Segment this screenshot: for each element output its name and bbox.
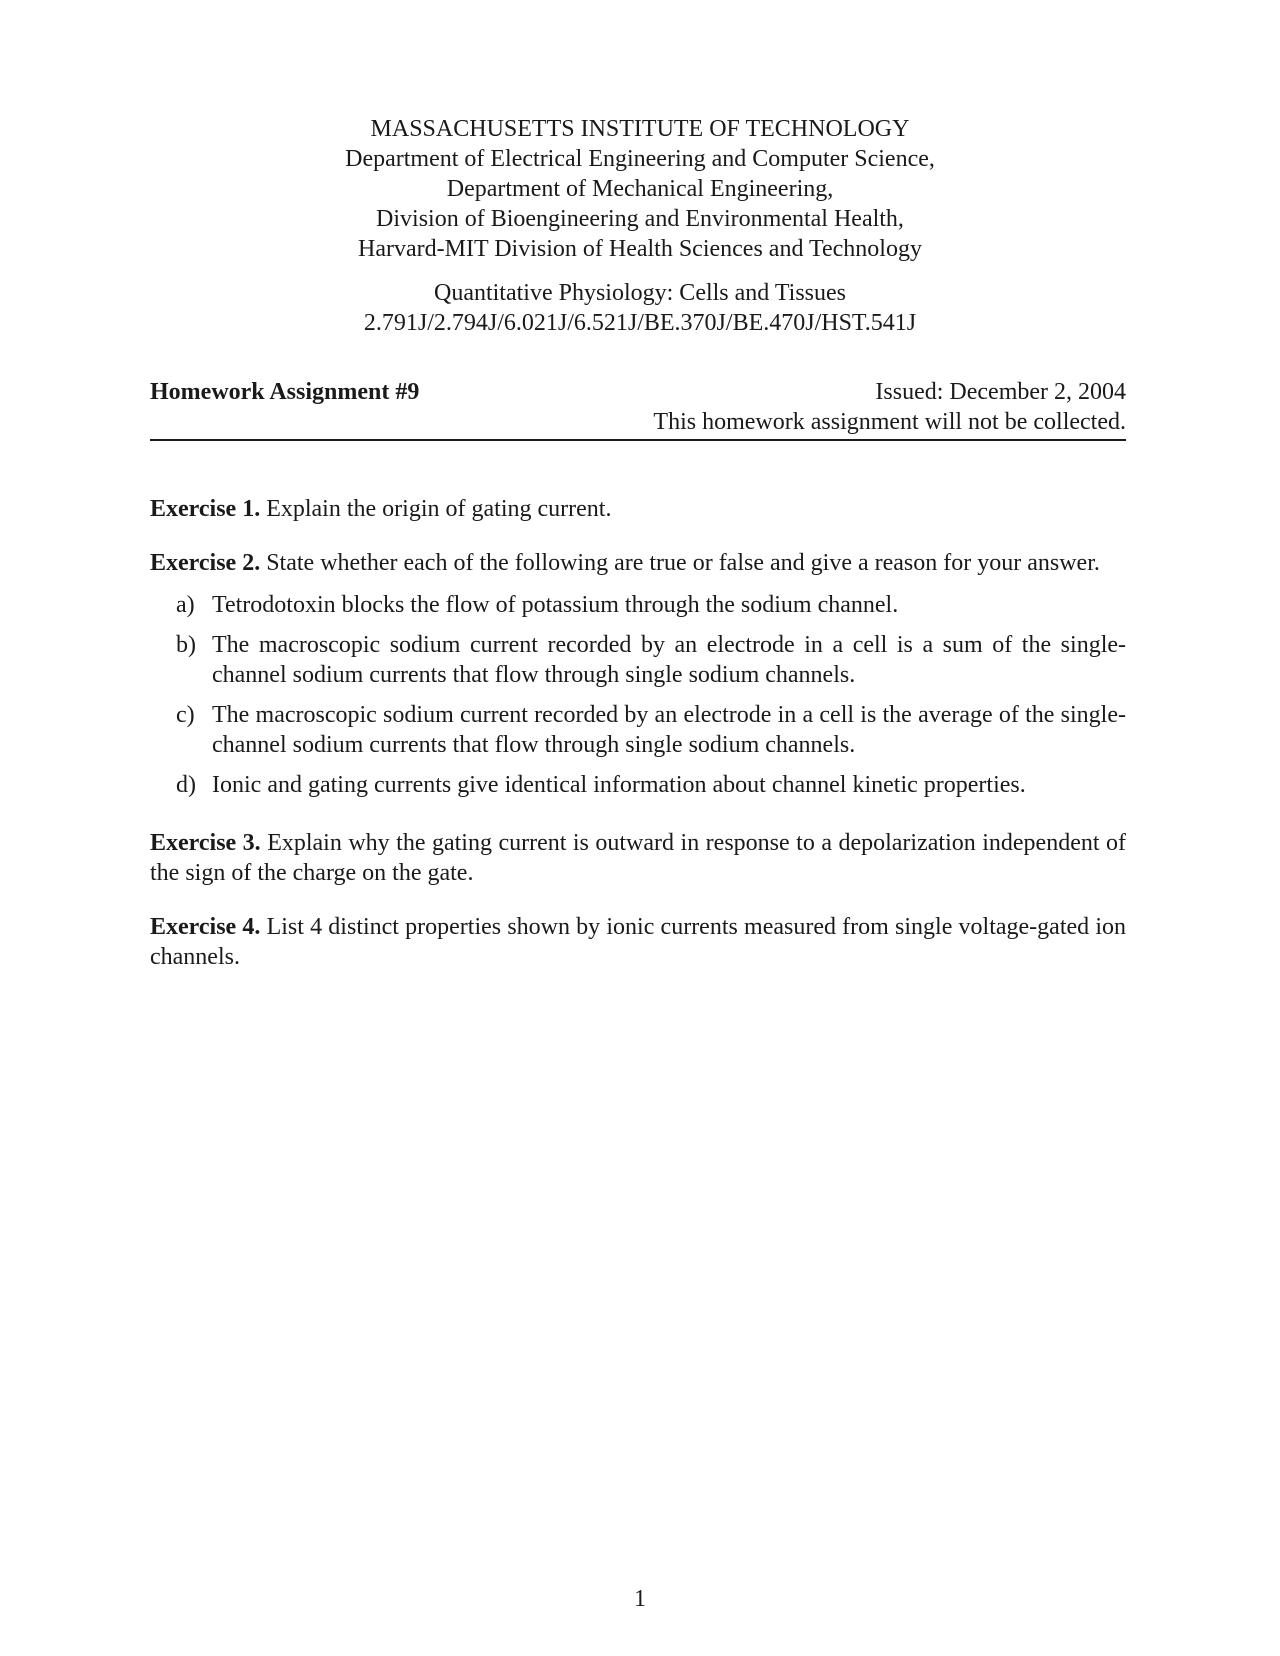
exercise-text: Explain why the gating current is outward in response to a depolarization independent of the sign of the charge on the gate.	[150, 830, 1127, 886]
list-item	[150, 700, 1126, 760]
collection-note: This homework assignment will not be collected.	[653, 409, 1126, 435]
exercise-label: Exercise 4.	[150, 914, 261, 940]
exercise-text: List 4 distinct properties shown by ionic currents measured from single voltage-gated ion channels.	[150, 914, 1127, 970]
list-item	[150, 590, 1126, 620]
exercise-text: Explain the origin of gating current.	[266, 496, 612, 522]
department-line: Harvard-MIT Division of Health Sciences and Technology	[358, 236, 922, 262]
page-number: 1	[634, 1586, 646, 1612]
exercise-label: Exercise 1.	[150, 496, 261, 522]
department-line: Department of Mechanical Engineering,	[446, 176, 834, 202]
exercise-2-parts	[150, 590, 1126, 800]
course-header	[0, 278, 1280, 338]
institution-header	[0, 114, 1280, 264]
course-numbers: 2.791J/2.794J/6.021J/6.521J/BE.370J/BE.470J/HST.541J	[363, 310, 917, 336]
institution-name: MASSACHUSETTS INSTITUTE OF TECHNOLOGY	[370, 116, 910, 142]
exercise-2	[150, 548, 1126, 578]
exercise-1	[150, 494, 1126, 524]
part-label: a)	[176, 592, 195, 618]
department-line: Department of Electrical Engineering and Computer Science,	[345, 146, 935, 172]
exercise-text: State whether each of the following are true or false and give a reason for your answer.	[266, 550, 1100, 576]
course-title: Quantitative Physiology: Cells and Tissues	[433, 280, 847, 306]
part-text: Tetrodotoxin blocks the flow of potassium through the sodium channel.	[212, 592, 899, 618]
list-item	[150, 630, 1126, 690]
assignment-meta	[653, 377, 1126, 437]
exercise-label: Exercise 3.	[150, 830, 261, 856]
exercise-3	[150, 828, 1126, 888]
part-text: The macroscopic sodium current recorded by an electrode in a cell is a sum of the single-channel sodium currents that flow through single sodium channels.	[212, 632, 1126, 688]
part-label: d)	[176, 772, 196, 798]
assignment-header	[150, 377, 1126, 441]
part-text: The macroscopic sodium current recorded by an electrode in a cell is the average of the single-channel sodium currents that flow through single sodium channels.	[212, 702, 1126, 758]
assignment-title: Homework Assignment #9	[150, 379, 420, 405]
issued-date: Issued: December 2, 2004	[875, 379, 1126, 405]
exercise-label: Exercise 2.	[150, 550, 261, 576]
department-line: Division of Bioengineering and Environmental Health,	[376, 206, 904, 232]
part-label: b)	[176, 632, 196, 658]
exercise-list	[150, 494, 1126, 996]
list-item	[150, 770, 1126, 800]
part-label: c)	[176, 702, 195, 728]
exercise-4	[150, 912, 1126, 972]
part-text: Ionic and gating currents give identical information about channel kinetic properties.	[212, 772, 1026, 798]
